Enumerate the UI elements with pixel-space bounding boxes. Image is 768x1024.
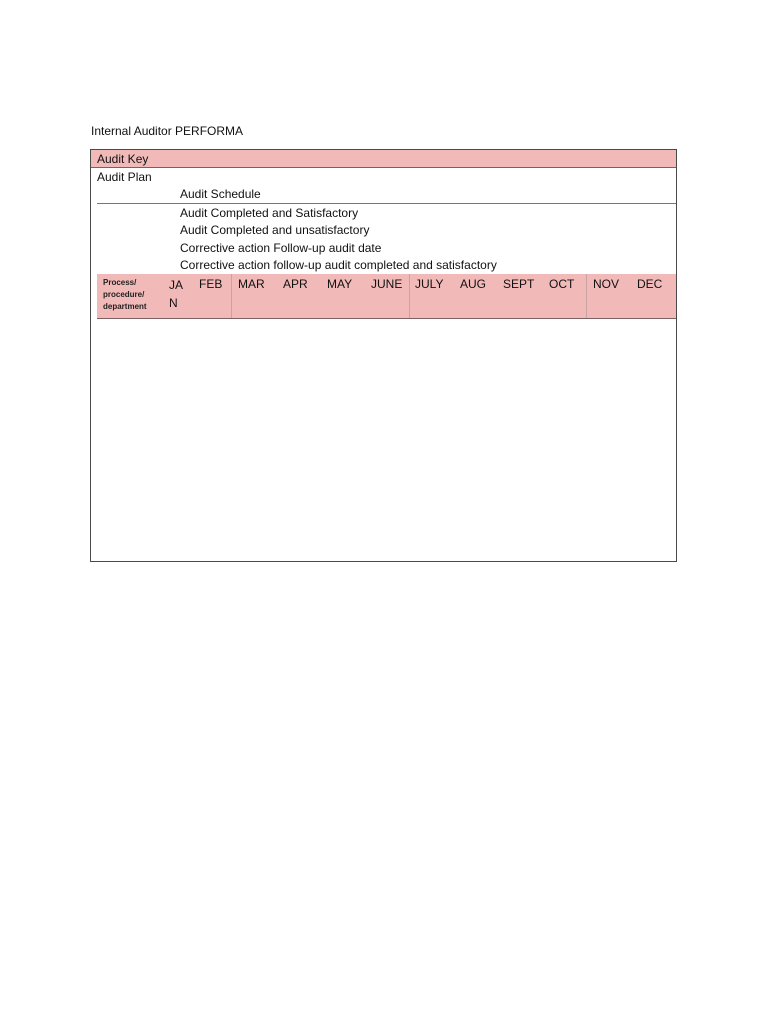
month-dec: DEC <box>637 277 663 291</box>
key-item-audit-schedule: Audit Schedule <box>180 187 261 201</box>
key-item-followup-completed: Corrective action follow-up audit completed and satisfactory <box>180 258 497 272</box>
month-oct: OCT <box>549 277 575 291</box>
key-item-completed-satisfactory: Audit Completed and Satisfactory <box>180 206 359 220</box>
month-jan: JAN <box>169 278 184 310</box>
audit-table <box>90 149 677 562</box>
month-mar: MAR <box>238 277 265 291</box>
key-divider <box>97 203 676 204</box>
key-item-completed-unsatisfactory: Audit Completed and unsatisfactory <box>180 223 370 237</box>
document-title: Internal Auditor PERFORMA <box>91 124 244 138</box>
month-apr: APR <box>283 277 308 291</box>
month-sept: SEPT <box>503 277 535 291</box>
month-june: JUNE <box>371 277 403 291</box>
audit-plan-label: Audit Plan <box>97 170 152 184</box>
process-label: Process/ procedure/ department <box>103 278 147 311</box>
month-nov: NOV <box>593 277 620 291</box>
key-item-followup-date: Corrective action Follow-up audit date <box>180 241 382 255</box>
month-feb: FEB <box>199 277 223 291</box>
column-separator <box>586 274 587 318</box>
month-may: MAY <box>327 277 353 291</box>
month-header-row <box>97 274 676 319</box>
column-separator <box>409 274 410 318</box>
audit-key-header: Audit Key <box>91 150 676 168</box>
month-aug: AUG <box>460 277 487 291</box>
month-july: JULY <box>415 277 444 291</box>
column-separator <box>231 274 232 318</box>
